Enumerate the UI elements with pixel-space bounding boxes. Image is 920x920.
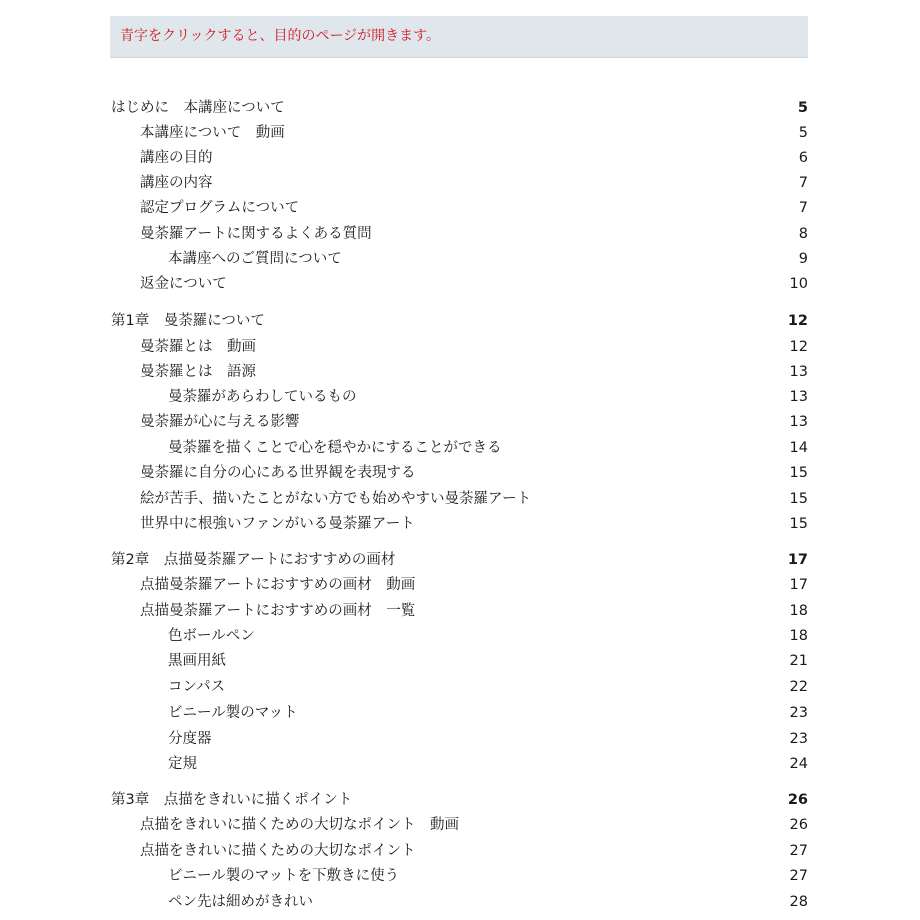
toc-entry-title[interactable]: 絵が苦手、描いたことがない方でも始めやすい曼荼羅アート	[140, 491, 532, 507]
toc-entry-page: 8	[798, 226, 808, 242]
toc-entry-title[interactable]: 返金について	[140, 276, 227, 292]
toc-entry[interactable]	[0, 385, 920, 409]
toc-entry-title[interactable]: コンパス	[168, 679, 225, 695]
toc-entry-page: 17	[787, 552, 808, 568]
toc-entry-title[interactable]: 第2章 点描曼荼羅アートにおすすめの画材	[111, 552, 396, 568]
toc-entry-title[interactable]: 曼荼羅アートに関するよくある質問	[140, 226, 372, 242]
toc-entry-page: 15	[789, 491, 808, 507]
toc-entry-page: 7	[798, 200, 808, 216]
toc-entry-page: 23	[789, 705, 808, 721]
toc-entry-page: 12	[787, 313, 808, 329]
toc-entry-title[interactable]: 本講座へのご質問について	[168, 251, 342, 267]
toc-entry-page: 9	[798, 251, 808, 267]
toc-entry-title[interactable]: 定規	[168, 756, 197, 772]
toc-entry-page: 13	[789, 414, 808, 430]
toc-entry[interactable]	[0, 461, 920, 485]
instruction-text: 青字をクリックすると、目的のページが開きます。	[120, 28, 441, 44]
toc-entry-page: 28	[789, 894, 808, 910]
toc-entry[interactable]	[0, 839, 920, 863]
toc-entry[interactable]	[0, 624, 920, 648]
toc-entry-page: 18	[789, 628, 808, 644]
toc-entry-page: 17	[789, 577, 808, 593]
toc-entry[interactable]	[0, 675, 920, 699]
toc-entry-page: 6	[798, 150, 808, 166]
toc-entry-title[interactable]: 点描曼荼羅アートにおすすめの画材 動画	[140, 577, 416, 593]
toc-entry-title[interactable]: 認定プログラムについて	[140, 200, 300, 216]
toc-entry[interactable]	[0, 309, 920, 333]
toc-entry-page: 15	[789, 516, 808, 532]
toc-entry-title[interactable]: はじめに 本講座について	[111, 100, 285, 116]
toc-entry[interactable]	[0, 121, 920, 145]
toc-entry[interactable]	[0, 436, 920, 460]
toc-entry-page: 15	[789, 465, 808, 481]
toc-entry[interactable]	[0, 813, 920, 837]
toc-entry[interactable]	[0, 196, 920, 220]
toc-entry[interactable]	[0, 727, 920, 751]
toc-entry-title[interactable]: 点描をきれいに描くための大切なポイント	[140, 843, 416, 859]
toc-entry-page: 27	[789, 868, 808, 884]
toc-entry-page: 18	[789, 603, 808, 619]
toc-entry-page: 13	[789, 389, 808, 405]
toc-entry-title[interactable]: 第1章 曼荼羅について	[111, 313, 265, 329]
toc-entry-title[interactable]: 曼荼羅が心に与える影響	[140, 414, 300, 430]
toc-entry[interactable]	[0, 222, 920, 246]
toc-entry[interactable]	[0, 487, 920, 511]
toc-entry[interactable]	[0, 752, 920, 776]
toc-entry[interactable]	[0, 146, 920, 170]
toc-entry-title[interactable]: 曼荼羅に自分の心にある世界観を表現する	[140, 465, 416, 481]
toc-entry[interactable]	[0, 701, 920, 725]
toc-entry[interactable]	[0, 335, 920, 359]
toc-entry[interactable]	[0, 512, 920, 536]
toc-entry-page: 27	[789, 843, 808, 859]
toc-entry-title[interactable]: 黒画用紙	[168, 653, 226, 669]
toc-entry-page: 24	[789, 756, 808, 772]
toc-entry-title[interactable]: 点描をきれいに描くための大切なポイント 動画	[140, 817, 459, 833]
toc-entry-page: 21	[789, 653, 808, 669]
toc-entry-page: 22	[789, 679, 808, 695]
toc-entry-page: 23	[789, 731, 808, 747]
toc-entry-page: 26	[787, 792, 808, 808]
toc-entry-title[interactable]: 分度器	[168, 731, 212, 747]
toc-entry-title[interactable]: 曼荼羅とは 語源	[140, 364, 256, 380]
toc-entry-page: 12	[789, 339, 808, 355]
toc-entry-title[interactable]: 第3章 点描をきれいに描くポイント	[111, 792, 353, 808]
toc-entry-title[interactable]: 講座の目的	[140, 150, 213, 166]
toc-entry-title[interactable]: 曼荼羅とは 動画	[140, 339, 256, 355]
toc-entry[interactable]	[0, 96, 920, 120]
toc-entry-page: 10	[789, 276, 808, 292]
toc-entry-title[interactable]: 曼荼羅を描くことで心を穏やかにすることができる	[168, 440, 502, 456]
toc-entry[interactable]	[0, 410, 920, 434]
toc-entry[interactable]	[0, 247, 920, 271]
toc-entry-page: 13	[789, 364, 808, 380]
toc-entry-page: 26	[789, 817, 808, 833]
toc-entry-page: 5	[797, 100, 808, 116]
toc-entry-page: 5	[798, 125, 808, 141]
toc-entry[interactable]	[0, 171, 920, 195]
toc-entry-title[interactable]: 講座の内容	[140, 175, 213, 191]
toc-entry-title[interactable]: ビニール製のマット	[168, 705, 298, 721]
toc-entry-title[interactable]: 世界中に根強いファンがいる曼荼羅アート	[140, 516, 415, 532]
toc-entry[interactable]	[0, 573, 920, 597]
toc-entry-page: 14	[789, 440, 808, 456]
toc-entry[interactable]	[0, 548, 920, 572]
toc-entry-title[interactable]: 点描曼荼羅アートにおすすめの画材 一覧	[140, 603, 416, 619]
toc-entry-page: 7	[798, 175, 808, 191]
toc-entry-title[interactable]: ビニール製のマットを下敷きに使う	[168, 868, 400, 884]
toc-entry[interactable]	[0, 599, 920, 623]
toc-entry[interactable]	[0, 649, 920, 673]
toc-entry-title[interactable]: ペン先は細めがきれい	[168, 894, 313, 910]
toc-entry[interactable]	[0, 272, 920, 296]
toc-entry-title[interactable]: 本講座について 動画	[140, 125, 285, 141]
toc-entry[interactable]	[0, 360, 920, 384]
toc-entry[interactable]	[0, 864, 920, 888]
toc-entry[interactable]	[0, 890, 920, 914]
toc-entry-title[interactable]: 色ボールペン	[168, 628, 255, 644]
toc-entry-title[interactable]: 曼荼羅があらわしているもの	[168, 389, 357, 405]
toc-entry[interactable]	[0, 788, 920, 812]
